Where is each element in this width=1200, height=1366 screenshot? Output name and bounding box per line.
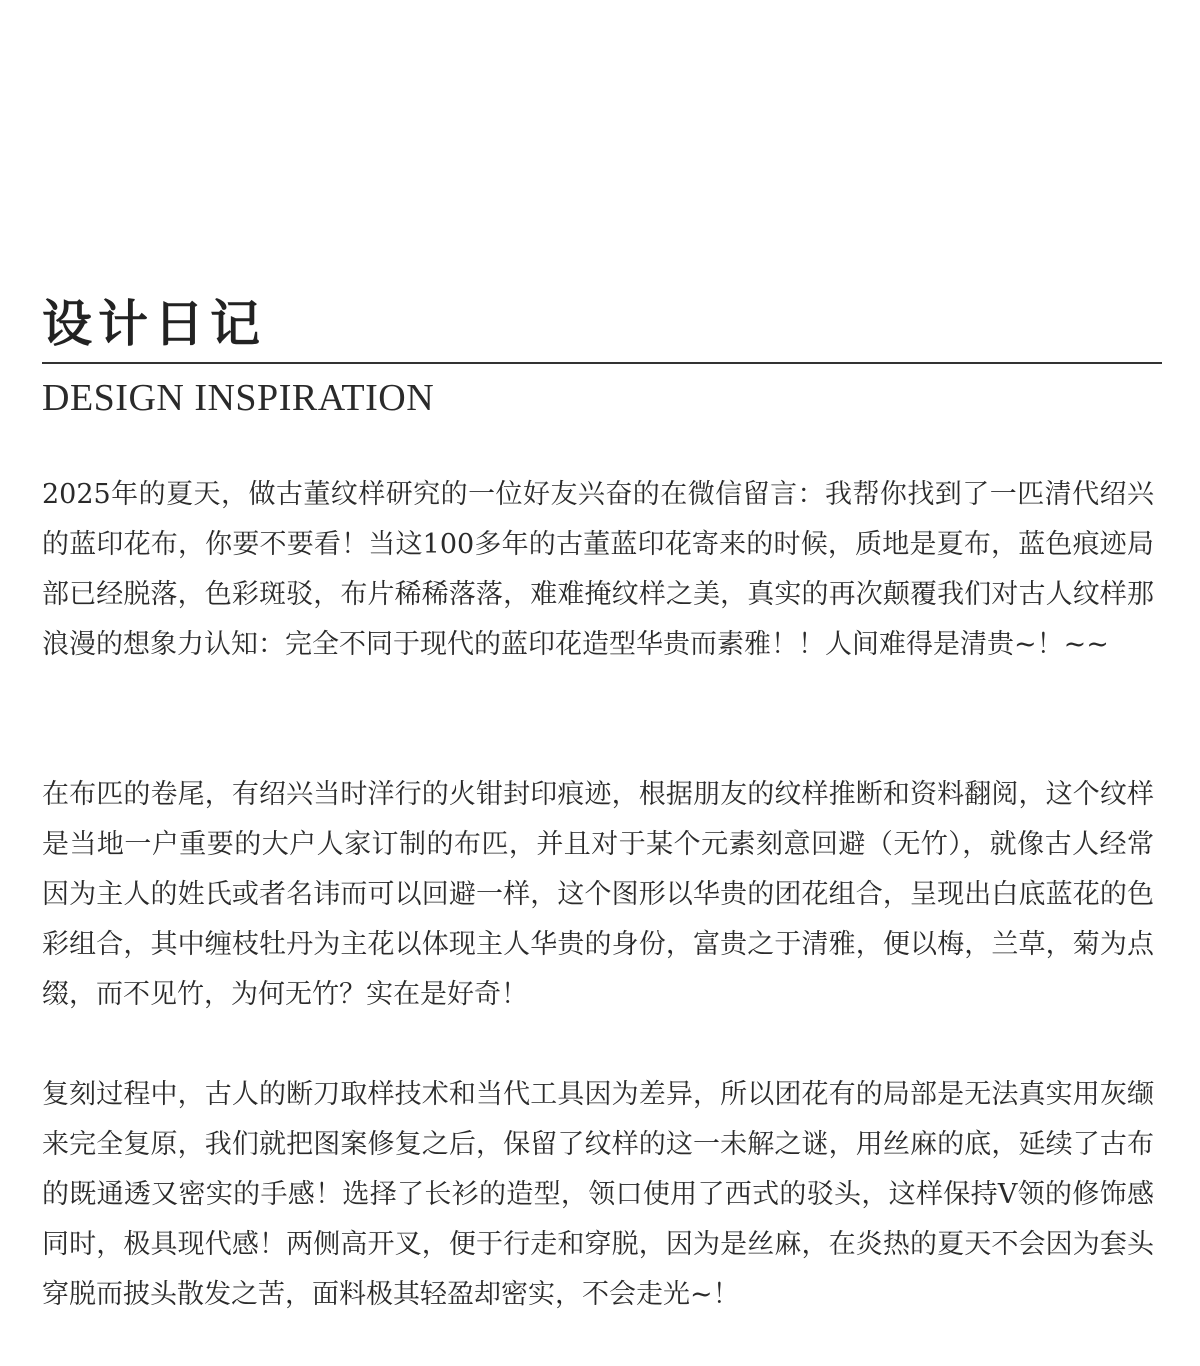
paragraph-2: 在布匹的卷尾，有绍兴当时洋行的火钳封印痕迹，根据朋友的纹样推断和资料翻阅，这个纹样是当地一户重要的大户人家订制的布匹，并且对于某个元素刻意回避（无竹），就像古人经常因为主人的姓氏或者名讳而可以回避一样，这个图形以华贵的团花组合，呈现出白底蓝花的色彩组合，其中缠枝牡丹为主花以体现主人华贵的身份，富贵之于清雅，便以梅，兰草，菊为点缀，而不见竹，为何无竹？实在是好奇！ [42, 779, 1154, 1010]
title-divider [42, 362, 1162, 364]
section-title: 设计日记 [42, 294, 266, 353]
paragraph-3: 复刻过程中，古人的断刀取样技术和当代工具因为差异，所以团花有的局部是无法真实用灰缬来完全复原，我们就把图案修复之后，保留了纹样的这一未解之谜，用丝麻的底，延续了古布的既通透又密实的手感！选择了长衫的造型，领口使用了西式的驳头，这样保持V领的修饰感同时，极具现代感！两侧高开叉，便于行走和穿脱，因为是丝麻，在炎热的夏天不会因为套头穿脱而披头散发之苦，面料极其轻盈却密实，不会走光~！ [42, 1079, 1154, 1310]
paragraph-1: 2025年的夏天，做古董纹样研究的一位好友兴奋的在微信留言：我帮你找到了一匹清代绍兴的蓝印花布，你要不要看！当这100多年的古董蓝印花寄来的时候，质地是夏布，蓝色痕迹局部已经脱落，色彩斑驳，布片稀稀落落，难难掩纹样之美，真实的再次颠覆我们对古人纹样那浪漫的想象力认知：完全不同于现代的蓝印花造型华贵而素雅！！人间难得是清贵~！~~ [42, 479, 1154, 660]
section-subtitle: DESIGN INSPIRATION [42, 377, 435, 419]
